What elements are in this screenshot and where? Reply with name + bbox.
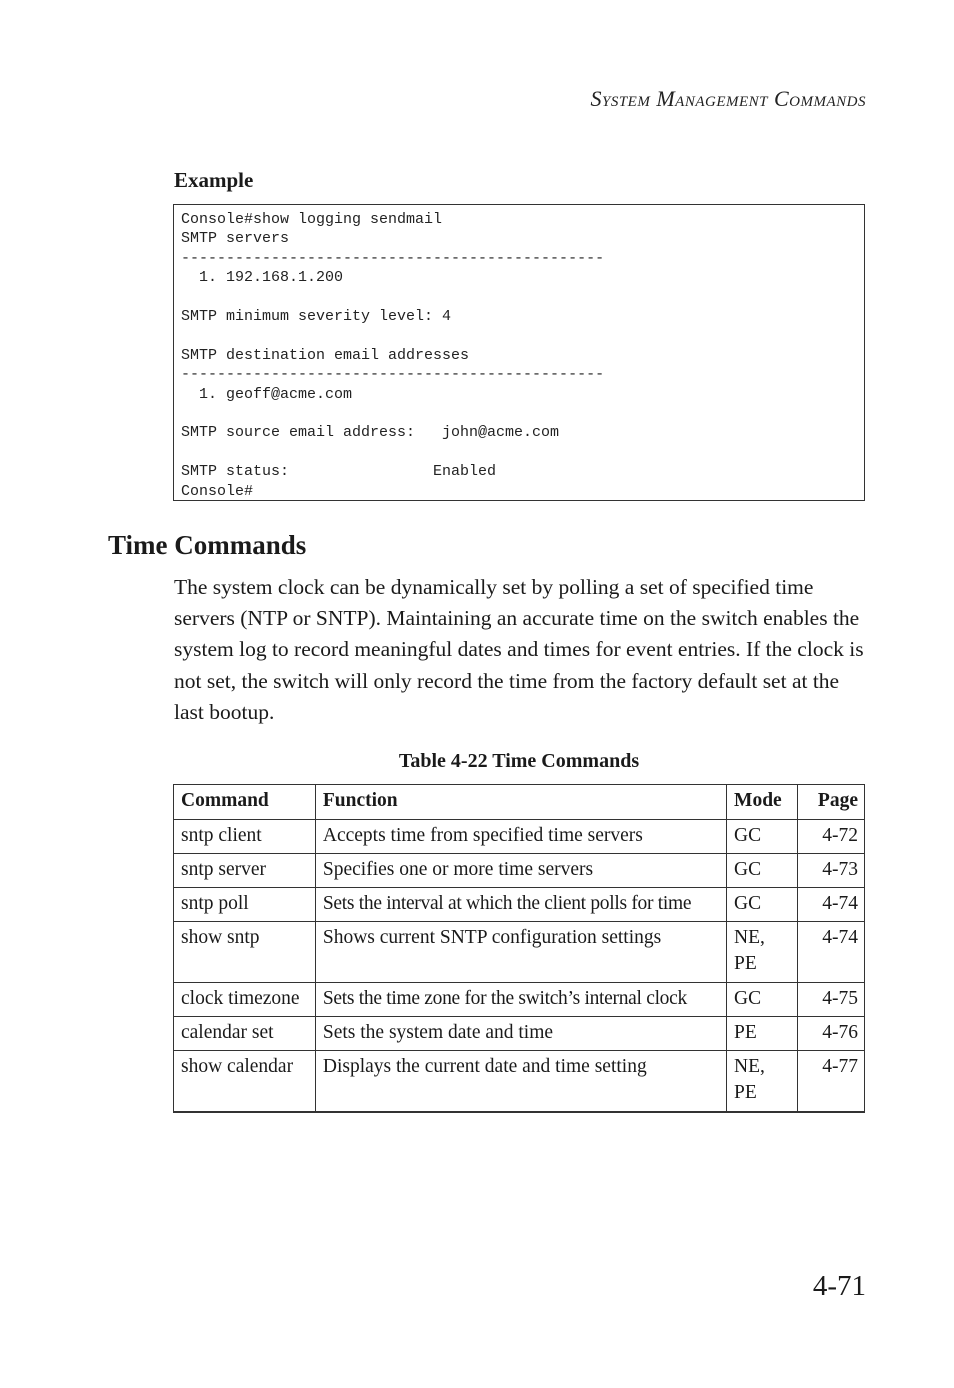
running-header: System Management Commands (590, 86, 866, 111)
cell-function: Sets the interval at which the client polls for time (315, 888, 726, 922)
cell-mode: GC (727, 983, 798, 1017)
header-command: Command (174, 785, 316, 820)
cell-page: 4-76 (798, 1017, 865, 1051)
cell-mode: PE (727, 1017, 798, 1051)
cell-mode: NE, PE (727, 1051, 798, 1113)
example-label: Example (174, 168, 254, 192)
table-row (174, 854, 865, 888)
cell-function: Displays the current date and time setting (315, 1051, 726, 1113)
cell-function: Specifies one or more time servers (315, 854, 726, 888)
cell-function: Sets the time zone for the switch’s internal clock (315, 983, 726, 1017)
cell-mode: GC (727, 888, 798, 922)
header-mode: Mode (727, 785, 798, 820)
cell-mode: GC (727, 854, 798, 888)
cell-mode: GC (727, 820, 798, 854)
section-heading: Time Commands (108, 530, 307, 560)
cell-command: show calendar (174, 1051, 316, 1113)
table-row (174, 922, 865, 983)
cell-command: sntp server (174, 854, 316, 888)
table-row (174, 983, 865, 1017)
page-number: 4-71 (812, 1270, 866, 1302)
table-row (174, 1017, 865, 1051)
cell-function: Shows current SNTP configuration settings (315, 922, 726, 983)
table-caption: Table 4-22 Time Commands (398, 750, 640, 772)
header-page: Page (798, 785, 865, 820)
table-row (174, 888, 865, 922)
cell-page: 4-73 (798, 854, 865, 888)
cell-mode: NE, PE (727, 922, 798, 983)
cell-page: 4-75 (798, 983, 865, 1017)
code-example: Console#show logging sendmail SMTP servers ----------------------------------------------- 1. 192.168.1.200 SMTP minimum severity level: 4 SMTP destination email addresses ----------------------------------------------- 1. geoff@acme.com SMTP source email address: john@acme.com SMTP status: Enabled Console# (181, 211, 605, 500)
cell-function: Accepts time from specified time servers (315, 820, 726, 854)
cell-page: 4-74 (798, 888, 865, 922)
cell-command: show sntp (174, 922, 316, 983)
cell-command: sntp poll (174, 888, 316, 922)
table-row (174, 1051, 865, 1113)
code-example-box (173, 204, 865, 501)
table-row (174, 820, 865, 854)
cell-command: sntp client (174, 820, 316, 854)
table-header-row (174, 785, 865, 820)
time-commands-table (173, 784, 865, 1113)
cell-command: clock timezone (174, 983, 316, 1017)
header-function: Function (315, 785, 726, 820)
cell-page: 4-77 (798, 1051, 865, 1113)
cell-page: 4-74 (798, 922, 865, 983)
cell-function: Sets the system date and time (315, 1017, 726, 1051)
section-paragraph: The system clock can be dynamically set by polling a set of specified time servers (NTP or SNTP). Maintaining an accurate time on the switch enables the system log to record meaningful dates and times for event entries. If the clock is not set, the switch will only record the time from the factory default set at the last bootup. (174, 575, 864, 724)
cell-command: calendar set (174, 1017, 316, 1051)
cell-page: 4-72 (798, 820, 865, 854)
